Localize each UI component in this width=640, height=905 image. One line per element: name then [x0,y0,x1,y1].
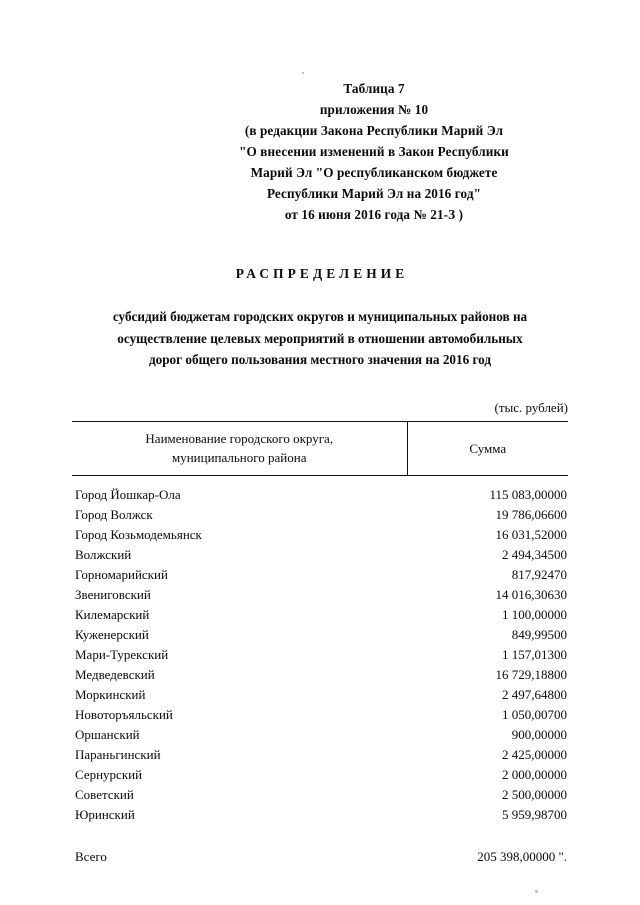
cell-municipality-name: Звениговский [75,587,151,602]
cell-municipality-name: Новоторъяльский [75,707,173,722]
subtitle-line-2: осуществление целевых мероприятий в отношении автомобильных [117,330,523,346]
cell-sum-value: 2 500,00000 [502,787,567,802]
distribution-table-container [72,421,568,867]
cell-sum-value: 1 050,00700 [502,707,567,722]
table-row [72,625,568,645]
title-block [72,266,568,371]
heading-line-table-number: Таблица 7 [343,81,405,96]
cell-municipality-name: Город Козьмодемьянск [75,527,202,542]
subtitle-line-1: субсидий бюджетам городских округов и муниципальных районов на [112,309,528,324]
cell-total-label: Всего [75,849,107,864]
cell-municipality-name: Килемарский [75,607,150,622]
table-head [72,422,568,476]
table-body [72,476,568,868]
cell-municipality-name: Параньгинский [75,747,161,762]
page-title: РАСПРЕДЕЛЕНИЕ [235,266,409,281]
cell-sum-value: 2 000,00000 [502,767,567,782]
cell-sum-value: 2 494,34500 [502,547,567,562]
cell-municipality-name: Оршанский [75,727,140,742]
heading-line-date-number: от 16 июня 2016 года № 21-З ) [284,207,464,222]
scan-speck-icon [535,890,538,893]
cell-sum-value: 2 425,00000 [502,747,567,762]
cell-municipality-name: Советский [75,787,134,802]
units-caption: (тыс. рублей) [494,400,568,415]
table-row [72,605,568,625]
cell-municipality-name: Горномарийский [75,567,168,582]
cell-sum-value: 817,92470 [511,567,567,582]
cell-sum-value: 14 016,30630 [495,587,567,602]
cell-sum-value: 849,99500 [511,627,567,642]
cell-sum-value: 16 729,18800 [495,667,567,682]
table-total-row [72,825,568,867]
heading-line-budget: Марий Эл "О республиканском бюджете [250,165,498,180]
document-heading [180,78,568,225]
column-header-municipality-line-2: муниципального района [172,450,307,465]
heading-line-amendments: "О внесении изменений в Закон Республики [239,144,509,159]
cell-municipality-name: Город Йошкар-Ола [75,487,181,502]
table-row [72,525,568,545]
heading-line-appendix: приложения № 10 [319,102,429,117]
cell-municipality-name: Медведевский [75,667,155,682]
heading-line-edition: (в редакции Закона Республики Марий Эл [244,123,504,138]
column-header-municipality [72,422,407,476]
table-row [72,545,568,565]
column-header-municipality-line-1: Наименование городского округа, [145,431,334,446]
table-row [72,765,568,785]
cell-sum-value: 5 959,98700 [502,807,567,822]
scan-speck-icon [302,72,304,74]
cell-municipality-name: Куженерский [75,627,149,642]
table-row [72,665,568,685]
cell-municipality-name: Город Волжск [75,507,153,522]
table-row [72,645,568,665]
table-row [72,785,568,805]
cell-sum-value: 1 100,00000 [502,607,567,622]
table-row [72,725,568,745]
cell-municipality-name: Сернурский [75,767,143,782]
cell-municipality-name: Юринский [75,807,135,822]
cell-sum-value: 16 031,52000 [495,527,567,542]
cell-municipality-name: Волжский [75,547,132,562]
heading-line-year: Республики Марий Эл на 2016 год" [266,186,482,201]
cell-sum-value: 2 497,64800 [502,687,567,702]
table-row [72,476,568,506]
cell-sum-value: 900,00000 [511,727,567,742]
cell-sum-value: 19 786,06600 [495,507,567,522]
table-row [72,705,568,725]
table-row [72,585,568,605]
table-row [72,685,568,705]
table-row [72,565,568,585]
table-row [72,745,568,765]
distribution-table [72,421,568,867]
cell-sum-value: 115 083,00000 [489,487,567,502]
cell-sum-value: 1 157,01300 [502,647,567,662]
cell-municipality-name: Моркинский [75,687,146,702]
table-header-row [72,422,568,476]
subtitle-line-3: дорог общего пользования местного значения на 2016 год [148,352,492,367]
table-row [72,805,568,825]
page-subtitle [72,306,568,371]
column-header-sum: Сумма [407,422,568,476]
table-row [72,505,568,525]
cell-municipality-name: Мари-Турекский [75,647,169,662]
cell-total-value: 205 398,00000 ". [477,849,567,864]
